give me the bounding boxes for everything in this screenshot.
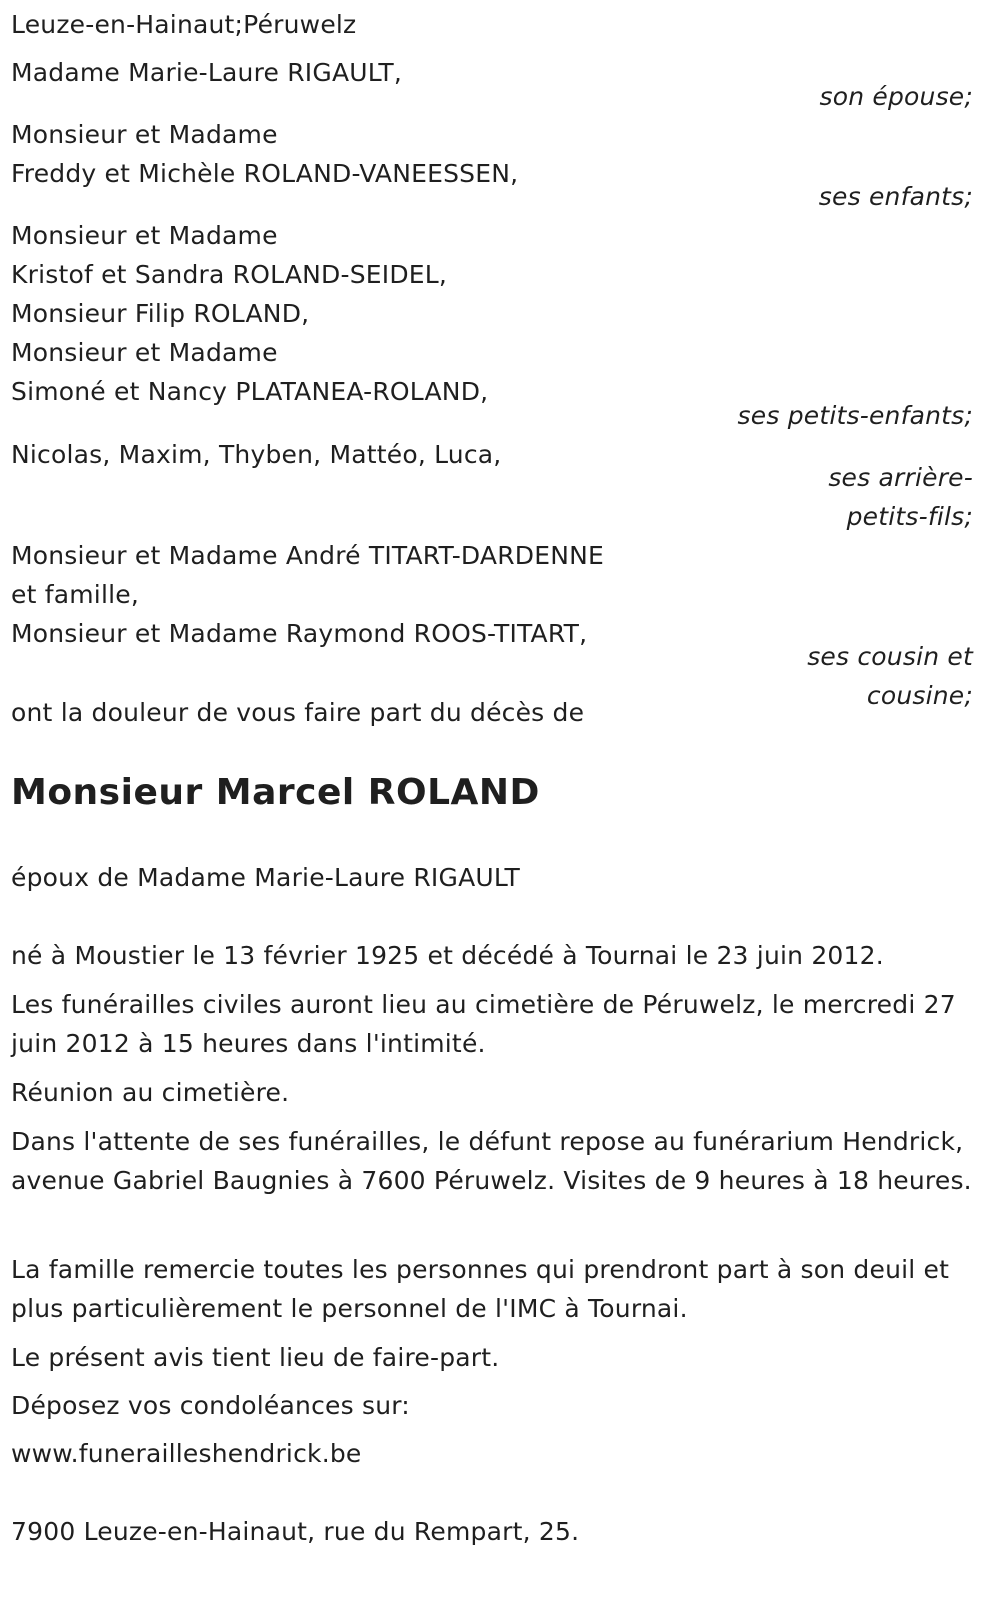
- deceased-spouse-of: époux de Madame Marie-Laure RIGAULT: [11, 863, 521, 892]
- grandchildren-role: ses petits-enfants;: [737, 401, 973, 430]
- cousins-line-3: Monsieur et Madame Raymond ROOS-TITART,: [11, 619, 588, 648]
- rest-paragraph: Dans l'attente de ses funérailles, le défunt repose au funérarium Hendrick, avenue Gabriel Baugnies à 7600 Péruwelz. Visites de 9 heures à 18 heures.: [11, 1127, 972, 1195]
- children-role: ses enfants;: [818, 182, 973, 211]
- great-grandsons-role-1: ses arrière-: [828, 463, 973, 492]
- great-grandsons-line: Nicolas, Maxim, Thyben, Mattéo, Luca,: [11, 440, 502, 469]
- birth-death-text: né à Moustier le 13 février 1925 et décédé à Tournai le 23 juin 2012.: [11, 941, 884, 970]
- children-line-1: Monsieur et Madame: [11, 120, 278, 149]
- cousins-line-2: et famille,: [11, 580, 139, 609]
- grandchildren-line-5: Simoné et Nancy PLATANEA-ROLAND,: [11, 377, 489, 406]
- grandchildren-line-4: Monsieur et Madame: [11, 338, 278, 367]
- announcement-text: ont la douleur de vous faire part du décès de: [11, 698, 585, 727]
- spouse-name: Madame Marie-Laure RIGAULT,: [11, 58, 403, 87]
- cousins-role-2: cousine;: [866, 681, 973, 710]
- notice-paragraph: Le présent avis tient lieu de faire-part.: [11, 1343, 500, 1372]
- spouse-role: son épouse;: [819, 82, 973, 111]
- condolences-paragraph: Déposez vos condoléances sur:: [11, 1391, 410, 1420]
- cousins-line-1: Monsieur et Madame André TITART-DARDENNE: [11, 541, 605, 570]
- grandchildren-line-1: Monsieur et Madame: [11, 221, 278, 250]
- location-header: Leuze-en-Hainaut;Péruwelz: [11, 10, 357, 39]
- funeral-paragraph: Les funérailles civiles auront lieu au cimetière de Péruwelz, le mercredi 27 juin 2012 à 15 heures dans l'intimité.: [11, 990, 956, 1058]
- meeting-paragraph: Réunion au cimetière.: [11, 1078, 290, 1107]
- cousins-role-1: ses cousin et: [807, 642, 973, 671]
- grandchildren-line-2: Kristof et Sandra ROLAND-SEIDEL,: [11, 260, 448, 289]
- great-grandsons-role-2: petits-fils;: [846, 502, 973, 531]
- grandchildren-line-3: Monsieur Filip ROLAND,: [11, 299, 310, 328]
- children-line-2: Freddy et Michèle ROLAND-VANEESSEN,: [11, 159, 519, 188]
- deceased-name: Monsieur Marcel ROLAND: [11, 772, 540, 813]
- thanks-paragraph: La famille remercie toutes les personnes qui prendront part à son deuil et plus particulièrement le personnel de l'IMC à Tournai.: [11, 1255, 950, 1323]
- address-text: 7900 Leuze-en-Hainaut, rue du Rempart, 25.: [11, 1517, 580, 1546]
- website-link[interactable]: www.funerailleshendrick.be: [11, 1439, 362, 1468]
